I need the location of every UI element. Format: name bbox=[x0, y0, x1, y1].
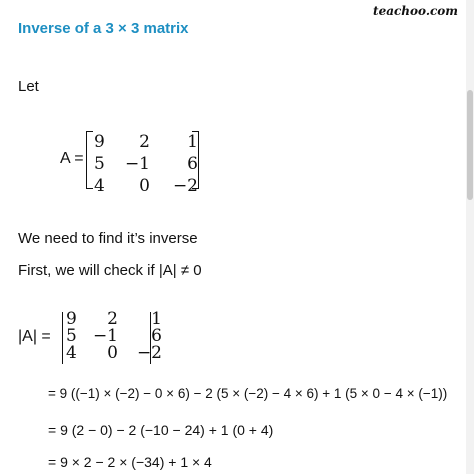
determinant-cell: 6 bbox=[151, 326, 162, 346]
brand-logo: teachoo.com bbox=[373, 4, 458, 18]
matrix-cell: 5 bbox=[94, 154, 105, 174]
matrix-cell: 2 bbox=[139, 132, 150, 152]
expansion-step: = 9 × 2 − 2 × (−34) + 1 × 4 bbox=[48, 454, 212, 470]
page-title: Inverse of a 3 × 3 matrix bbox=[18, 20, 189, 37]
determinant-cell: 4 bbox=[66, 343, 77, 363]
matrix-cell: 9 bbox=[94, 132, 105, 152]
matrix-cell: 4 bbox=[94, 176, 105, 196]
determinant-cell: 5 bbox=[66, 326, 77, 346]
matrix-a bbox=[94, 131, 198, 197]
check-statement: First, we will check if |A| ≠ 0 bbox=[18, 262, 202, 279]
matrix-cell: −1 bbox=[124, 154, 150, 174]
inverse-statement: We need to find it’s inverse bbox=[18, 230, 198, 247]
expansion-step: = 9 (2 − 0) − 2 (−10 − 24) + 1 (0 + 4) bbox=[48, 422, 274, 438]
determinant-left-bar bbox=[62, 312, 63, 364]
scrollbar-thumb[interactable] bbox=[467, 90, 473, 200]
determinant-cell: 1 bbox=[151, 309, 162, 329]
matrix-cell: 0 bbox=[139, 176, 150, 196]
matrix-right-bracket bbox=[192, 131, 199, 189]
determinant-cell: 9 bbox=[66, 309, 77, 329]
determinant-cell: 0 bbox=[107, 343, 118, 363]
determinant-right-bar bbox=[150, 312, 151, 364]
scrollbar[interactable] bbox=[466, 0, 474, 474]
let-label: Let bbox=[18, 78, 39, 95]
determinant-cell: −2 bbox=[136, 343, 162, 363]
determinant-cell: 2 bbox=[107, 309, 118, 329]
matrix-cell: −2 bbox=[172, 176, 198, 196]
expansion-step: = 9 ((−1) × (−2) − 0 × 6) − 2 (5 × (−2) − 4 × 6) + 1 (5 × 0 − 4 × (−1)) bbox=[48, 386, 448, 401]
determinant-cell: −1 bbox=[92, 326, 118, 346]
matrix-left-bracket bbox=[86, 131, 93, 189]
determinant-lhs: |A| = bbox=[18, 328, 51, 345]
matrix-lhs: A = bbox=[60, 150, 84, 167]
matrix-cell: 6 bbox=[187, 154, 198, 174]
determinant-matrix bbox=[66, 311, 162, 362]
matrix-cell: 1 bbox=[187, 132, 198, 152]
